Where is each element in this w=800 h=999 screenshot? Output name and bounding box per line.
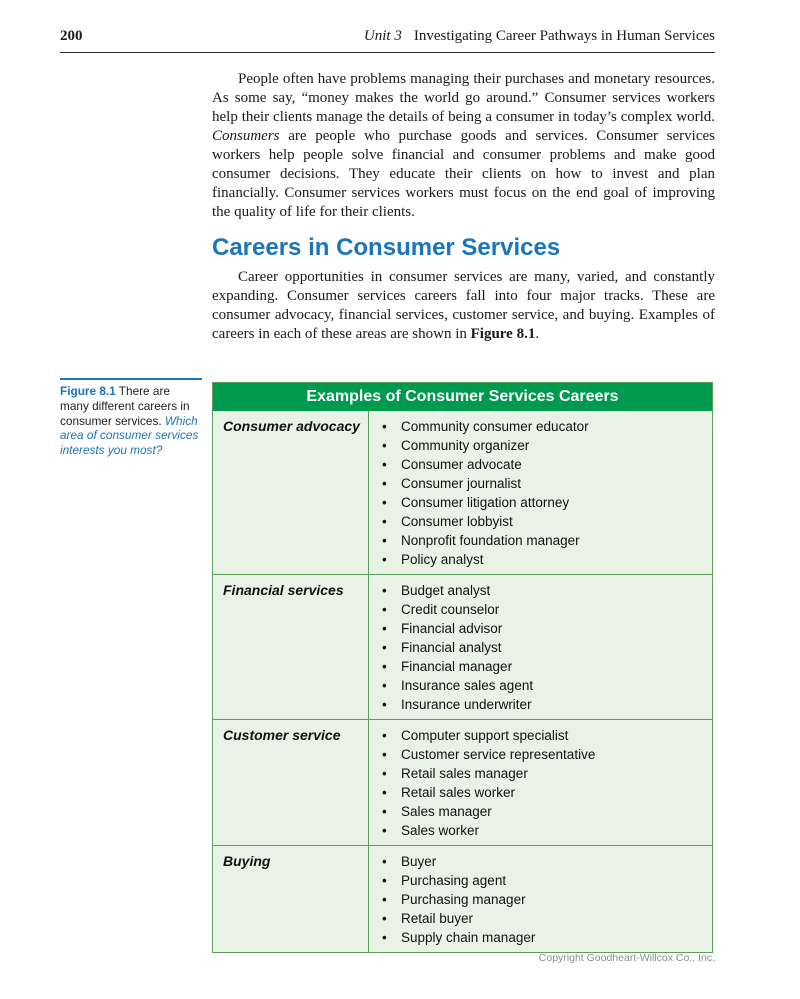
category-cell: Financial services bbox=[223, 582, 344, 598]
section-paragraph bbox=[212, 268, 715, 344]
career-item: • Financial manager bbox=[369, 657, 706, 676]
caption-question: Which area of consumer services interests you most? bbox=[60, 413, 199, 458]
intro-text-2: are people who purchase goods and services. Consumer services workers help people solve financial and consumer problems and make good consumer decisions. They educate their clients on how to invest and plan financially. Consumer services workers must focus on the end goal of improving the quality of life for their clients. bbox=[212, 128, 715, 220]
unit-label: Unit 3 bbox=[363, 28, 402, 44]
career-item: • Credit counselor bbox=[369, 600, 706, 619]
unit-title: Investigating Career Pathways in Human Services bbox=[413, 28, 715, 44]
caption-label: Figure 8.1 bbox=[60, 384, 116, 398]
intro-paragraph bbox=[212, 70, 715, 222]
intro-term-consumers: Consumers bbox=[212, 128, 280, 144]
page-header bbox=[60, 28, 715, 45]
items-cell bbox=[368, 411, 712, 574]
career-item: • Insurance underwriter bbox=[369, 695, 706, 714]
page-number: 200 bbox=[60, 28, 83, 44]
career-item: • Retail buyer bbox=[369, 909, 706, 928]
caption-text: There are many different careers in consumer services. bbox=[60, 384, 190, 428]
career-item: • Consumer litigation attorney bbox=[369, 493, 706, 512]
career-item: • Sales manager bbox=[369, 802, 706, 821]
items-cell bbox=[368, 720, 712, 845]
career-item: • Community organizer bbox=[369, 436, 706, 455]
category-cell: Consumer advocacy bbox=[223, 418, 360, 434]
career-item: • Customer service representative bbox=[369, 745, 706, 764]
career-item: • Consumer advocate bbox=[369, 455, 706, 474]
items-cell bbox=[368, 575, 712, 719]
career-item: • Computer support specialist bbox=[369, 726, 706, 745]
career-item: • Retail sales manager bbox=[369, 764, 706, 783]
copyright-notice: Copyright Goodheart-Willcox Co., Inc. bbox=[538, 952, 715, 964]
category-cell: Customer service bbox=[223, 727, 341, 743]
table-row bbox=[213, 845, 712, 952]
category-cell: Buying bbox=[223, 853, 271, 869]
running-head bbox=[364, 28, 715, 45]
career-item: • Nonprofit foundation manager bbox=[369, 531, 706, 550]
career-item: • Supply chain manager bbox=[369, 928, 706, 947]
career-item: • Consumer journalist bbox=[369, 474, 706, 493]
career-item: • Buyer bbox=[369, 852, 706, 871]
items-cell bbox=[368, 846, 712, 952]
main-text-column bbox=[212, 70, 715, 344]
career-item: • Budget analyst bbox=[369, 581, 706, 600]
career-item: • Community consumer educator bbox=[369, 417, 706, 436]
career-item: • Purchasing manager bbox=[369, 890, 706, 909]
career-item: • Policy analyst bbox=[369, 550, 706, 569]
career-item: • Purchasing agent bbox=[369, 871, 706, 890]
table-row bbox=[213, 411, 712, 574]
careers-table bbox=[212, 382, 713, 953]
intro-text-1: People often have problems managing their purchases and monetary resources. As some say, “money makes the world go around.” Consumer services workers help their clients manage the details of being a consumer in today’s complex world. bbox=[212, 71, 715, 125]
table-row bbox=[213, 574, 712, 719]
table-row bbox=[213, 719, 712, 845]
career-item: • Sales worker bbox=[369, 821, 706, 840]
figure-reference: Figure 8.1 bbox=[470, 326, 536, 342]
section-text-2: . bbox=[535, 326, 540, 342]
caption-rule bbox=[60, 378, 202, 380]
table-body bbox=[213, 411, 712, 952]
header-rule bbox=[60, 52, 715, 53]
career-item: • Financial advisor bbox=[369, 619, 706, 638]
career-item: • Retail sales worker bbox=[369, 783, 706, 802]
figure-caption bbox=[60, 378, 202, 458]
career-item: • Insurance sales agent bbox=[369, 676, 706, 695]
section-heading: Careers in Consumer Services bbox=[212, 234, 561, 261]
section-text-1: Career opportunities in consumer services are many, varied, and constantly expanding. Consumer services careers fall into four major tracks. These are consumer advocacy, financial services, customer service, and buying. Examples of careers in each of these areas are shown in bbox=[212, 269, 715, 342]
table-title: Examples of Consumer Services Careers bbox=[213, 383, 712, 411]
career-item: • Consumer lobbyist bbox=[369, 512, 706, 531]
career-item: • Financial analyst bbox=[369, 638, 706, 657]
